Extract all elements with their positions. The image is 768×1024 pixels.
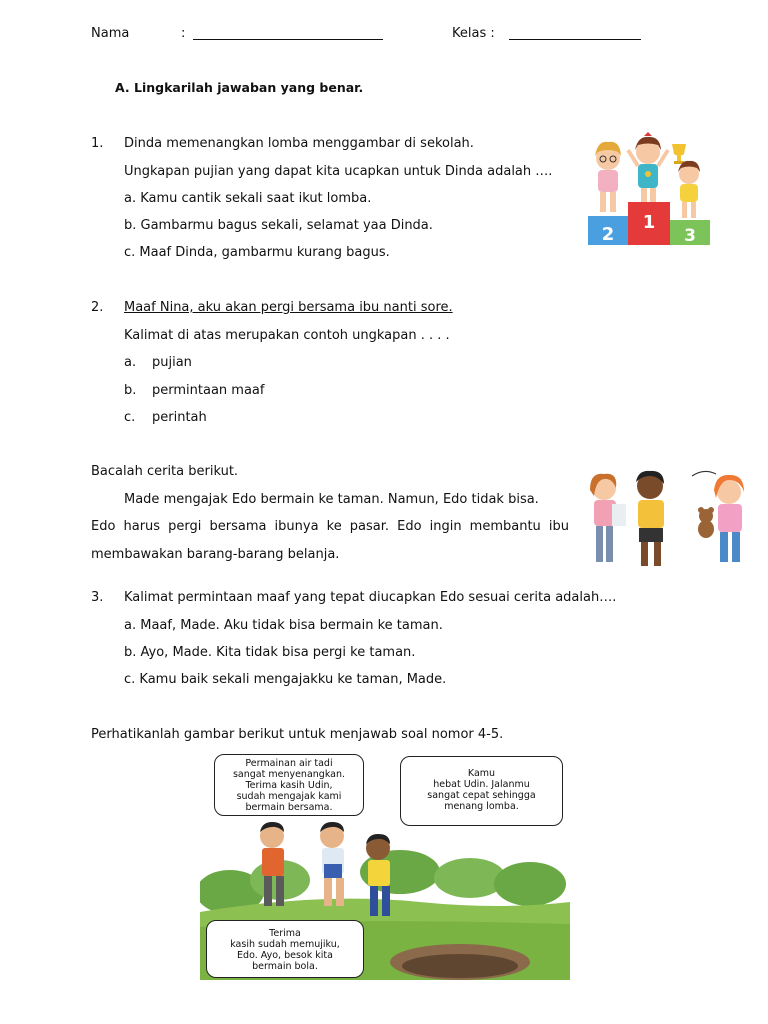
q2-option-b[interactable]: permintaan maaf [152, 383, 265, 398]
nama-blank-line[interactable] [193, 27, 383, 40]
bubble2-line3: sangat cepat sehingga [427, 789, 536, 801]
bubble3-line3: Edo. Ayo, besok kita [237, 949, 333, 961]
bubble3-line4: bermain bola. [252, 960, 318, 972]
bubble3-line2: kasih sudah memujiku, [230, 938, 340, 950]
bubble1-line5: bermain bersama. [245, 801, 333, 813]
q3-prompt: Kalimat permintaan maaf yang tepat diucapkan Edo sesuai cerita adalah…. [124, 590, 617, 605]
nama-label: Nama [91, 26, 130, 41]
q2-prompt: Kalimat di atas merupakan contoh ungkapan . . . . [124, 328, 450, 343]
q2-option-a-letter: a. [124, 355, 137, 370]
bubble2-line4: menang lomba. [444, 800, 519, 812]
story-line2: Edo harus pergi bersama ibunya ke pasar. Edo ingin membantu ibu [91, 519, 569, 534]
teddy-bear [698, 507, 714, 538]
kelas-blank-line[interactable] [509, 27, 641, 40]
q3-option-c[interactable]: c. Kamu baik sekali mengajakku ke taman, Made. [124, 672, 447, 687]
q3-option-a[interactable]: a. Maaf, Made. Aku tidak bisa bermain ke taman. [124, 618, 443, 633]
speech-mark [692, 471, 716, 476]
kid-center [628, 132, 668, 204]
kid-right [678, 161, 700, 218]
q3-option-b[interactable]: b. Ayo, Made. Kita tidak bisa pergi ke taman. [124, 645, 416, 660]
speech-bubble-top-left [214, 754, 364, 816]
q1-option-b[interactable]: b. Gambarmu bagus sekali, selamat yaa Dinda. [124, 218, 433, 233]
bubble1-line2: sangat menyenangkan. [232, 768, 346, 780]
q2-option-b-letter: b. [124, 383, 137, 398]
bubble2-line1: Kamu [467, 768, 496, 779]
q1-line2: Ungkapan pujian yang dapat kita ucapkan untuk Dinda adalah …. [124, 164, 553, 179]
q1-option-a[interactable]: a. Kamu cantik sekali saat ikut lomba. [124, 191, 372, 206]
bubble1-line3: Terima kasih Udin, [245, 779, 333, 791]
story-intro: Bacalah cerita berikut. [91, 464, 239, 479]
q45-intro: Perhatikanlah gambar berikut untuk menjawab soal nomor 4-5. [91, 727, 504, 742]
q2-number: 2. [91, 300, 104, 315]
kelas-label: Kelas : [452, 26, 495, 41]
q2-option-a[interactable]: pujian [152, 355, 192, 370]
podium-number-3: 3 [684, 226, 696, 245]
story-line3: membawakan barang-barang belanja. [91, 547, 340, 562]
q3-number: 3. [91, 590, 104, 605]
story-line1: Made mengajak Edo bermain ke taman. Namun, Edo tidak bisa. [124, 492, 539, 507]
kid-left [595, 142, 621, 212]
speech-bubble-top-right [400, 756, 563, 826]
boy-center [636, 471, 664, 566]
girl-right [714, 475, 744, 562]
podium-illustration [586, 130, 712, 245]
bubble3-line1: Terima [269, 928, 301, 939]
podium-number-2: 2 [601, 224, 615, 245]
q2-sentence: Maaf Nina, aku akan pergi bersama ibu nanti sore. [124, 300, 453, 315]
q2-option-c-letter: c. [124, 410, 136, 425]
trophy [672, 144, 686, 164]
kids-illustration [584, 466, 754, 574]
section-a-title: A. Lingkarilah jawaban yang benar. [115, 80, 364, 95]
speech-bubble-bottom [206, 920, 364, 978]
q1-number: 1. [91, 136, 104, 151]
q1-option-c[interactable]: c. Maaf Dinda, gambarmu kurang bagus. [124, 245, 390, 260]
nama-colon: : [181, 26, 186, 41]
q2-option-c[interactable]: perintah [152, 410, 207, 425]
podium-number-1: 1 [642, 212, 656, 233]
bubble1-line1: Permainan air tadi [245, 758, 333, 769]
scene-illustration [200, 752, 570, 980]
bubble2-line2: hebat Udin. Jalanmu [433, 778, 530, 790]
girl-left [590, 474, 626, 562]
bubble1-line4: sudah mengajak kami [236, 790, 342, 802]
q1-line1: Dinda memenangkan lomba menggambar di sekolah. [124, 136, 474, 151]
